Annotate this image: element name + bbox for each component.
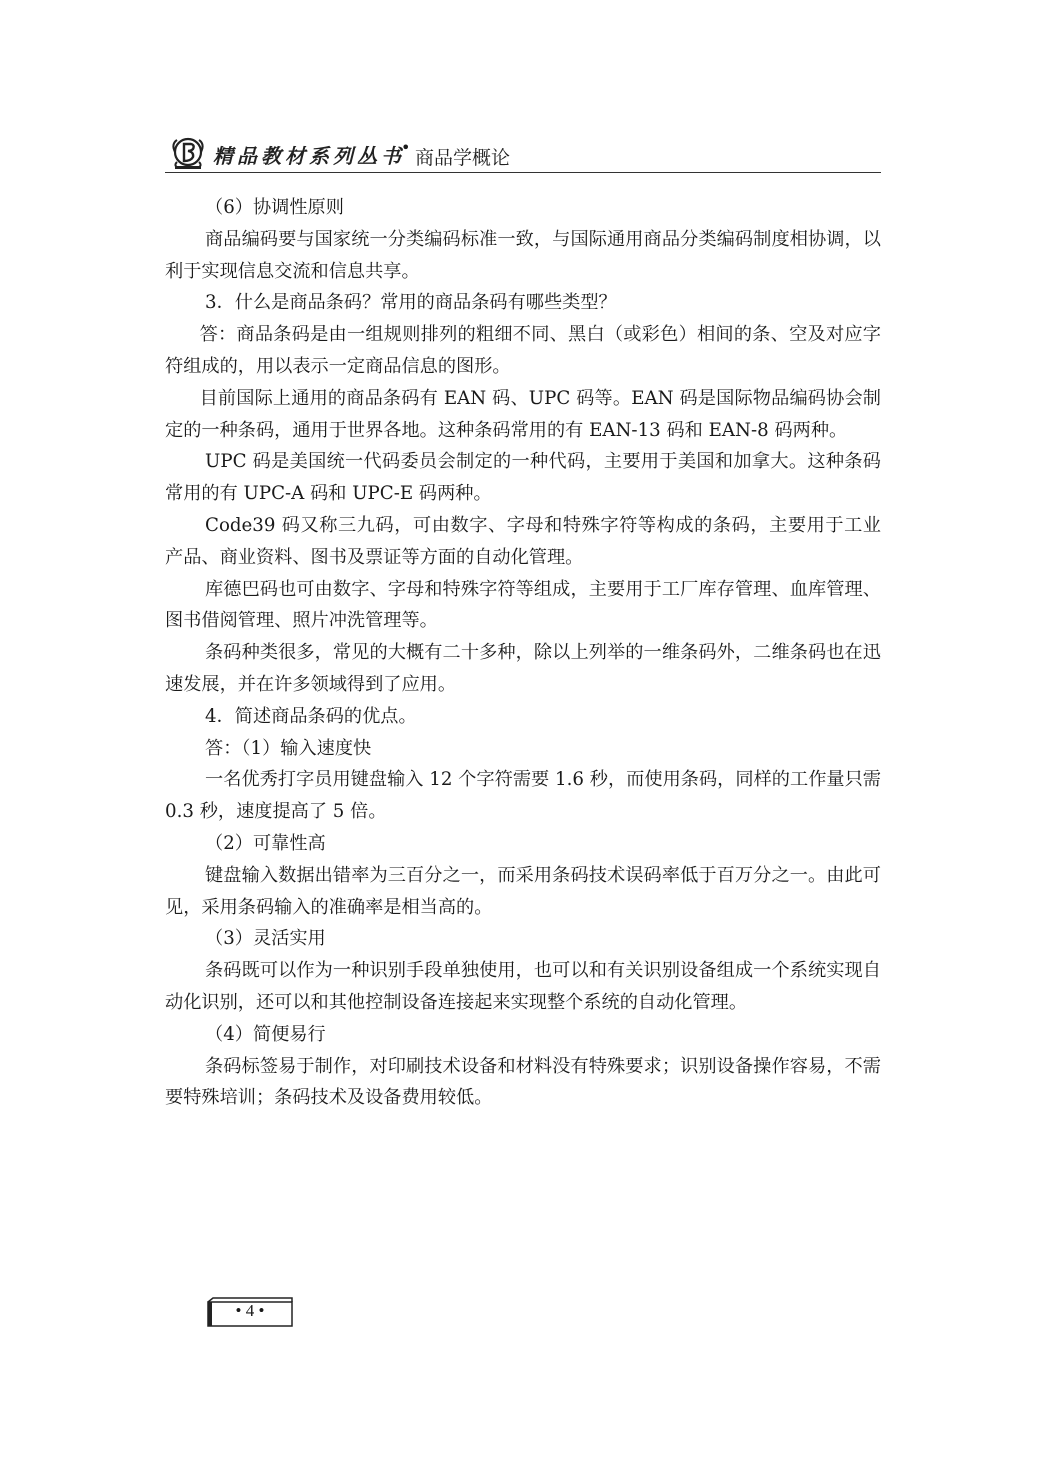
paragraph: 库德巴码也可由数字、字母和特殊字符等组成，主要用于工厂库存管理、血库管理、图书借阅管理、照片冲洗管理等。 (165, 578, 881, 632)
running-header (165, 134, 881, 174)
page-body (165, 192, 881, 1114)
subheading: （6）协调性原则 (205, 197, 344, 218)
paragraph: Code39 码又称三九码，可由数字、字母和特殊字符等构成的条码，主要用于工业产品、商业资料、图书及票证等方面的自动化管理。 (165, 514, 881, 568)
book-title: 商品学概论 (415, 147, 511, 169)
series-logo-icon (169, 136, 207, 170)
paragraph: 键盘输入数据出错率为三百分之一，而采用条码技术误码率低于百万分之一。由此可见，采用条码输入的准确率是相当高的。 (165, 864, 881, 918)
subheading: （2）可靠性高 (205, 832, 326, 854)
page-number: • 4 • (235, 1301, 265, 1320)
header-separator-dot: • (401, 138, 411, 157)
paragraph: 商品编码要与国家统一分类编码标准一致，与国际通用商品分类编码制度相协调，以利于实现信息交流和信息共享。 (165, 228, 881, 282)
subheading: （4）简便易行 (205, 1023, 326, 1045)
paragraph: UPC 码是美国统一代码委员会制定的一种代码，主要用于美国和加拿大。这种条码常用的有 UPC-A 码和 UPC-E 码两种。 (165, 451, 881, 505)
series-title: 精品教材系列丛书 (213, 144, 405, 168)
paragraph: 一名优秀打字员用键盘输入 12 个字符需要 1.6 秒，而使用条码，同样的工作量只需 0.3 秒，速度提高了 5 倍。 (165, 769, 881, 823)
answer-paragraph: 答：商品条码是由一组规则排列的粗细不同、黑白（或彩色）相间的条、空及对应字符组成的，用以表示一定商品信息的图形。 (165, 324, 881, 377)
header-rule (165, 172, 881, 173)
question-heading: 3．什么是商品条码？常用的商品条码有哪些类型？ (205, 292, 617, 314)
paragraph: 条码标签易于制作，对印刷技术设备和材料没有特殊要求；识别设备操作容易，不需要特殊培训；条码技术及设备费用较低。 (165, 1055, 881, 1109)
subheading: （3）灵活实用 (205, 928, 326, 950)
paragraph: 条码种类很多，常见的大概有二十多种，除以上列举的一维条码外，二维条码也在迅速发展，并在许多领域得到了应用。 (165, 642, 881, 695)
answer-paragraph: 答：（1）输入速度快 (205, 737, 372, 759)
paragraph: 条码既可以作为一种识别手段单独使用，也可以和有关识别设备组成一个系统实现自动化识别，还可以和其他控制设备连接起来实现整个系统的自动化管理。 (165, 960, 881, 1013)
paragraph: 目前国际上通用的商品条码有 EAN 码、UPC 码等。EAN 码是国际物品编码协会制定的一种条码，通用于世界各地。这种条码常用的有 EAN-13 码和 EAN-8 码两种。 (165, 387, 881, 441)
question-heading: 4．简述商品条码的优点。 (205, 705, 417, 727)
